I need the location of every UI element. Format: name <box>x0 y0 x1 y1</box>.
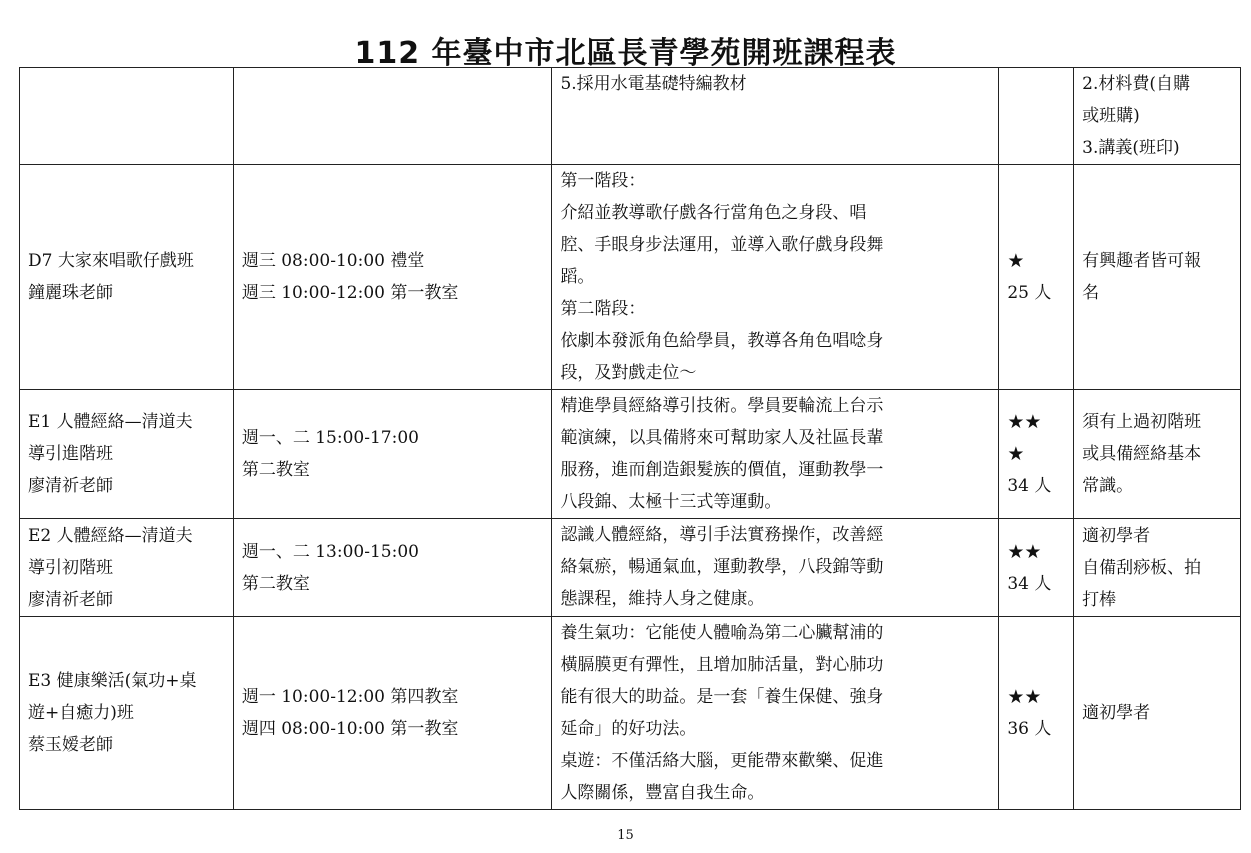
notes-cell <box>1074 165 1241 390</box>
cell-line: 能有很大的助益。是一套「養生保健、強身 <box>560 687 884 707</box>
cell-line: 34 人 <box>1007 573 1052 594</box>
cell-line: 打棒 <box>1082 589 1117 610</box>
cell-line: 週三 10:00-12:00 第一教室 <box>241 283 459 303</box>
cell-line: 廖清祈老師 <box>28 589 113 610</box>
cell-line: 認識人體經絡，導引手法實務操作，改善經 <box>560 525 884 545</box>
cell-line: 蔡玉嫒老師 <box>28 735 113 755</box>
cell-line: 範演練，以具備將來可幫助家人及社區長輩 <box>560 428 884 448</box>
level-capacity-cell <box>999 68 1074 165</box>
cell-line: 服務，進而創造銀髮族的價值，運動教學一 <box>560 460 884 480</box>
level-capacity-cell <box>999 165 1074 390</box>
level-capacity-cell <box>999 390 1074 519</box>
cell-line: 遊+自癒力)班 <box>28 703 134 723</box>
table-row <box>20 390 1241 519</box>
cell-line: 段，及對戲走位～ <box>560 363 697 383</box>
cell-line: 八段錦、太極十三式等運動。 <box>560 492 782 512</box>
notes-cell <box>1074 519 1241 617</box>
cell-line: 人際關係，豐富自我生命。 <box>560 783 765 803</box>
schedule-cell <box>233 519 552 617</box>
cell-line: 廖清祈老師 <box>28 476 113 496</box>
cell-line: 腔、手眼身步法運用，並導入歌仔戲身段舞 <box>560 235 884 255</box>
cell-line: 名 <box>1082 283 1100 303</box>
cell-line: 第一階段： <box>560 171 646 191</box>
cell-line: 適初學者 <box>1082 525 1151 546</box>
course-table <box>19 67 1241 810</box>
schedule-cell <box>233 165 552 390</box>
course-name-cell <box>20 165 234 390</box>
cell-line: 週四 08:00-10:00 第一教室 <box>241 719 459 739</box>
cell-line: 常識。 <box>1082 476 1134 496</box>
cell-line: 自備刮痧板、拍 <box>1082 557 1202 578</box>
table-row <box>20 68 1241 165</box>
level-capacity-cell <box>999 617 1074 810</box>
cell-line: 3.講義(班印) <box>1082 138 1180 158</box>
course-content-cell <box>552 519 999 617</box>
cell-line: 適初學者 <box>1082 703 1151 723</box>
difficulty-stars: ★★ <box>1007 411 1042 433</box>
cell-line: 養生氣功：它能使人體喻為第二心臟幫浦的 <box>560 623 884 643</box>
cell-line: 週一、二 13:00-15:00 <box>241 541 419 562</box>
course-content-cell <box>552 165 999 390</box>
difficulty-stars: ★ <box>1007 443 1025 465</box>
notes-cell <box>1074 617 1241 810</box>
level-capacity-cell <box>999 519 1074 617</box>
table-row <box>20 617 1241 810</box>
cell-line: 導引進階班 <box>28 444 113 464</box>
difficulty-stars: ★ <box>1007 250 1025 272</box>
cell-line: 或班購) <box>1082 106 1140 126</box>
cell-line: 或具備經絡基本 <box>1082 444 1202 464</box>
cell-line: 依劇本發派角色給學員，教導各角色唱唸身 <box>560 331 884 351</box>
cell-line: 週一 10:00-12:00 第四教室 <box>241 687 459 707</box>
cell-line: 有興趣者皆可報 <box>1082 251 1202 271</box>
cell-line: 導引初階班 <box>28 557 113 578</box>
table-row <box>20 165 1241 390</box>
cell-line: 週三 08:00-10:00 禮堂 <box>241 251 425 271</box>
schedule-cell <box>233 617 552 810</box>
course-content-cell <box>552 390 999 519</box>
cell-line: 延命」的好功法。 <box>560 719 697 739</box>
cell-line: 2.材料費(自購 <box>1082 74 1191 94</box>
page-title: 112 年臺中市北區長青學苑開班課程表 <box>354 36 897 71</box>
cell-line: 桌遊：不僅活絡大腦，更能帶來歡樂、促進 <box>560 751 884 771</box>
cell-line: D7 大家來唱歌仔戲班 <box>28 251 194 271</box>
cell-line: E3 健康樂活(氣功+桌 <box>28 671 197 691</box>
cell-line: 蹈。 <box>560 267 595 287</box>
cell-line: 態課程，維持人身之健康。 <box>560 589 765 609</box>
cell-line: 鐘麗珠老師 <box>28 283 113 303</box>
schedule-cell <box>233 68 552 165</box>
notes-cell <box>1074 390 1241 519</box>
difficulty-stars: ★★ <box>1007 540 1042 563</box>
cell-line: 34 人 <box>1007 476 1052 496</box>
notes-cell <box>1074 68 1241 165</box>
cell-line: 橫膈膜更有彈性，且增加肺活量，對心肺功 <box>560 655 884 675</box>
cell-line: 週一、二 15:00-17:00 <box>241 428 419 448</box>
cell-line: 第二教室 <box>241 573 310 594</box>
cell-line: 5.採用水電基礎特編教材 <box>560 74 747 94</box>
cell-line: 精進學員經絡導引技術。學員要輪流上台示 <box>560 396 884 416</box>
course-name-cell <box>20 68 234 165</box>
cell-line: 絡氣瘀，暢通氣血，運動教學，八段錦等動 <box>560 557 884 577</box>
course-content-cell <box>552 68 999 165</box>
cell-line: 第二教室 <box>241 460 310 480</box>
page-number: 15 <box>617 828 634 843</box>
cell-line: 第二階段： <box>560 299 646 319</box>
cell-line: 介紹並教導歌仔戲各行當角色之身段、唱 <box>560 203 867 223</box>
cell-line: E2 人體經絡—清道夫 <box>28 525 193 546</box>
course-name-cell <box>20 617 234 810</box>
cell-line: 36 人 <box>1007 719 1052 739</box>
difficulty-stars: ★★ <box>1007 686 1042 708</box>
course-name-cell <box>20 390 234 519</box>
table-row <box>20 519 1241 617</box>
cell-line: 25 人 <box>1007 283 1052 303</box>
cell-line: 須有上過初階班 <box>1082 412 1202 432</box>
schedule-cell <box>233 390 552 519</box>
cell-line: E1 人體經絡—清道夫 <box>28 412 193 432</box>
course-content-cell <box>552 617 999 810</box>
course-name-cell <box>20 519 234 617</box>
